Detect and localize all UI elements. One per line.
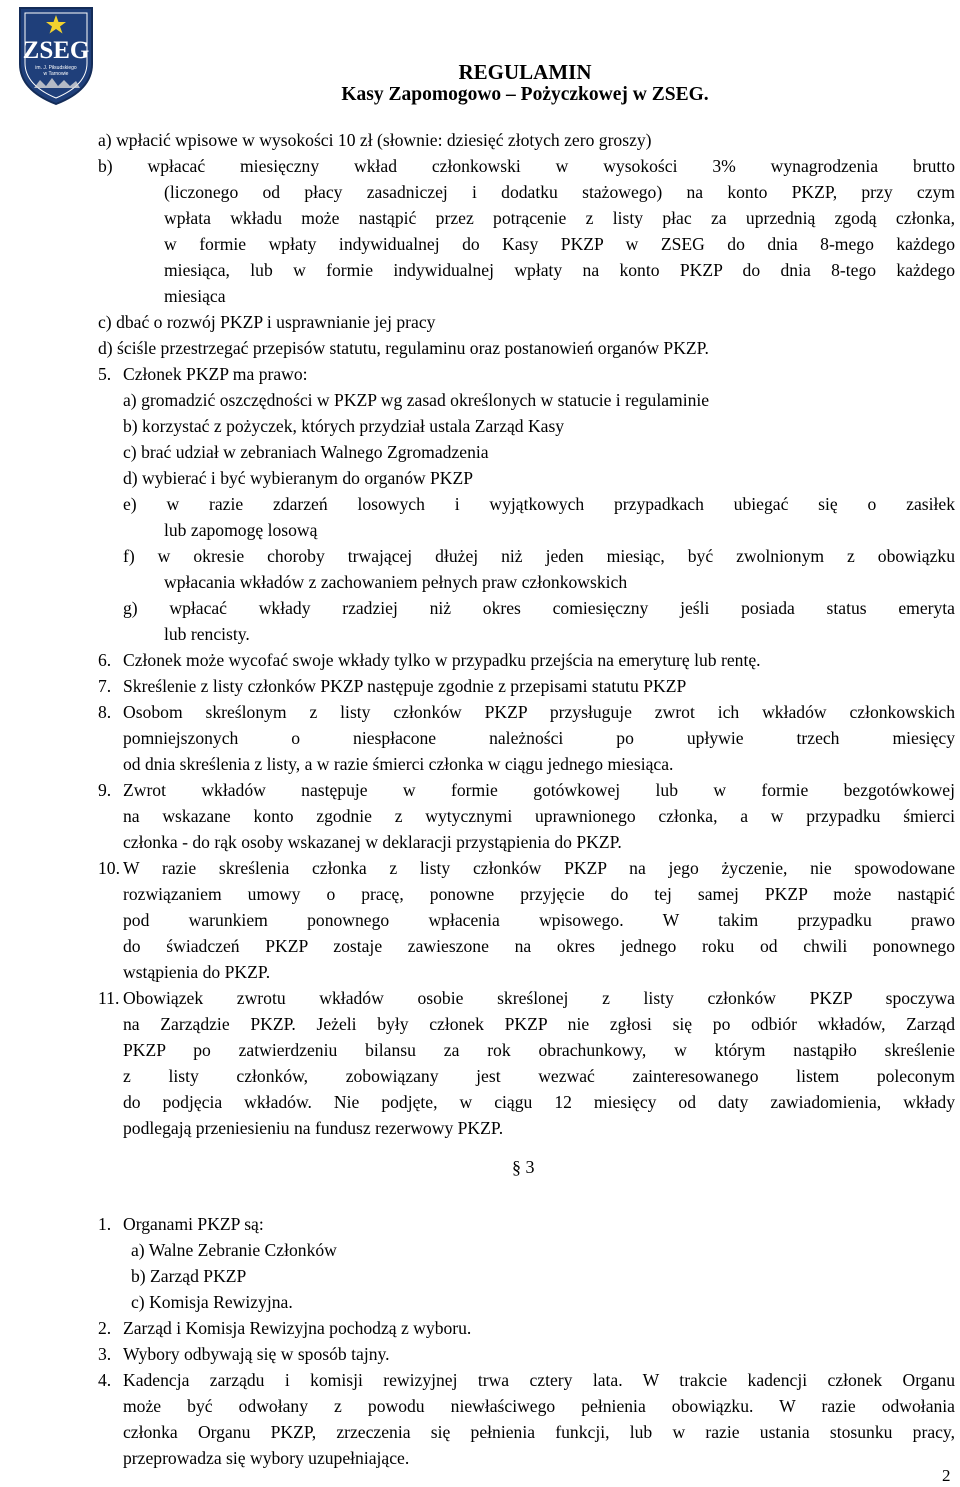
text-line: c) dbać o rozwój PKZP i usprawnianie jej pracy [98, 312, 436, 332]
page-number: 2 [942, 1466, 951, 1485]
item-number: 6. [98, 650, 112, 670]
text-line: b) Zarząd PKZP [131, 1266, 247, 1286]
text-line: do podjęcia wkładów. Nie podjęte, w ciągu 12 miesięcy od daty zawiadomienia, wkłady [123, 1092, 955, 1112]
text-line: wpłata wkładu może nastąpić przez potrącenie z listy płac za uprzednią zgodą członka, [164, 208, 955, 228]
document-title: REGULAMIN [458, 60, 592, 84]
text-line: z listy członków, zobowiązany jest wezwać zainteresowanego listem poleconym [123, 1066, 955, 1086]
item-number: 3. [98, 1344, 112, 1364]
item-number: 1. [98, 1214, 112, 1234]
section-marker: § 3 [512, 1157, 535, 1177]
text-line: e) w razie zdarzeń losowych i wyjątkowych przypadkach ubiegać się o zasiłek [123, 494, 955, 514]
text-line: b) korzystać z pożyczek, których przydział ustala Zarząd Kasy [123, 416, 565, 436]
item-number: 9. [98, 780, 112, 800]
text-line: a) Walne Zebranie Członków [131, 1240, 337, 1260]
text-line: lub zapomogę losową [164, 520, 318, 540]
text-line: Organami PKZP są: [123, 1214, 264, 1234]
text-line: Wybory odbywają się w sposób tajny. [123, 1344, 390, 1364]
text-line: lub rencisty. [164, 624, 250, 644]
text-line: pomniejszonych o niespłacone należności po upływie trzech miesięcy [123, 728, 955, 748]
text-line: f) w okresie choroby trwającej dłużej niż jeden miesiąc, być zwolnionym z obowiązku [123, 546, 955, 566]
text-line: d) ściśle przestrzegać przepisów statutu, regulaminu oraz postanowień organów PKZP. [98, 338, 709, 358]
text-line: c) brać udział w zebraniach Walnego Zgromadzenia [123, 442, 489, 462]
text-line: Kadencja zarządu i komisji rewizyjnej trwa cztery lata. W trakcie kadencji członek Organu [123, 1370, 955, 1390]
text-line: a) wpłacić wpisowe w wysokości 10 zł (słownie: dziesięć złotych zero groszy) [98, 130, 652, 150]
text-line: na wskazane konto zgodnie z wytycznymi uprawnionego członka, a w przypadku śmierci [123, 806, 955, 826]
text-line: rozwiązaniem umowy o pracę, ponowne przyjęcie do tej samej PKZP może nastąpić [123, 884, 955, 904]
text-line: do świadczeń PKZP zostaje zawieszone na okres jednego roku od chwili ponownego [123, 936, 955, 956]
text-line: (liczonego od płacy zasadniczej i dodatku stażowego) na konto PKZP, przy czym [164, 182, 955, 202]
svg-text:im. J. Piłsudskiego: im. J. Piłsudskiego [35, 65, 77, 71]
text-line: członka - do rąk osoby wskazanej w deklaracji przystąpienia do PKZP. [123, 832, 622, 852]
text-line: c) Komisja Rewizyjna. [131, 1292, 293, 1312]
text-line: Zwrot wkładów następuje w formie gotówkowej lub w formie bezgotówkowej [123, 780, 955, 800]
document-subtitle: Kasy Zapomogowo – Pożyczkowej w ZSEG. [341, 84, 709, 105]
text-line: Członek może wycofać swoje wkłady tylko w przypadku przejścia na emeryturę lub rentę. [123, 650, 761, 670]
text-line: może być odwołany z powodu niewłaściwego pełnienia obowiązku. W razie odwołania [123, 1396, 955, 1416]
text-line: b) wpłacać miesięczny wkład członkowski w wysokości 3% wynagrodzenia brutto [98, 156, 955, 176]
text-line: Członek PKZP ma prawo: [123, 364, 308, 384]
text-line: PKZP po zatwierdzeniu bilansu za rok obrachunkowy, w którym nastąpiło skreślenie [123, 1040, 955, 1060]
svg-text:w Tarnowie: w Tarnowie [43, 71, 69, 77]
text-line: Obowiązek zwrotu wkładów osobie skreślonej z listy członków PKZP spoczywa [123, 988, 955, 1008]
text-line: W razie skreślenia członka z listy członków PKZP na jego życzenie, nie spowodowane [123, 858, 955, 878]
text-line: w formie wpłaty indywidualnej do Kasy PKZP w ZSEG do dnia 8-mego każdego [164, 234, 955, 254]
text-line: Skreślenie z listy członków PKZP następuje zgodnie z przepisami statutu PKZP [123, 676, 687, 696]
item-number: 2. [98, 1318, 112, 1338]
text-line: podlegają przeniesieniu na fundusz rezerwowy PKZP. [123, 1118, 504, 1138]
text-line: wstąpienia do PKZP. [123, 962, 271, 982]
item-number: 11. [98, 988, 120, 1008]
text-line: miesiąca [164, 286, 226, 306]
svg-text:ZSEG: ZSEG [22, 37, 90, 64]
text-line: pod warunkiem ponownego wpłacenia wpisowego. W takim przypadku prawo [123, 910, 955, 930]
text-line: wpłacania wkładów z zachowaniem pełnych praw członkowskich [164, 572, 628, 592]
item-number: 5. [98, 364, 112, 384]
text-line: członka Organu PKZP, zrzeczenia się pełnienia funkcji, lub w razie ustania stosunku pracy, [123, 1422, 955, 1442]
text-line: a) gromadzić oszczędności w PKZP wg zasad określonych w statucie i regulaminie [123, 390, 710, 410]
text-line: miesiąca, lub w formie indywidualnej wpłaty na konto PKZP do dnia 8-tego każdego [164, 260, 955, 280]
text-line: g) wpłacać wkłady rzadziej niż okres comiesięczny jeśli posiada status emeryta [123, 598, 955, 618]
item-number: 7. [98, 676, 112, 696]
item-number: 10. [98, 858, 120, 878]
text-line: na Zarządzie PKZP. Jeżeli były członek PKZP nie zgłosi się po odbiór wkładów, Zarząd [123, 1014, 955, 1034]
text-line: Zarząd i Komisja Rewizyjna pochodzą z wyboru. [123, 1318, 472, 1338]
text-line: Osobom skreślonym z listy członków PKZP przysługuje zwrot ich wkładów członkowskich [123, 702, 955, 722]
item-number: 4. [98, 1370, 112, 1390]
text-line: d) wybierać i być wybieranym do organów PKZP [123, 468, 474, 488]
item-number: 8. [98, 702, 112, 722]
text-line: od dnia skreślenia z listy, a w razie śmierci członka w ciągu jednego miesiąca. [123, 754, 674, 774]
text-line: przeprowadza się wybory uzupełniające. [123, 1448, 410, 1468]
